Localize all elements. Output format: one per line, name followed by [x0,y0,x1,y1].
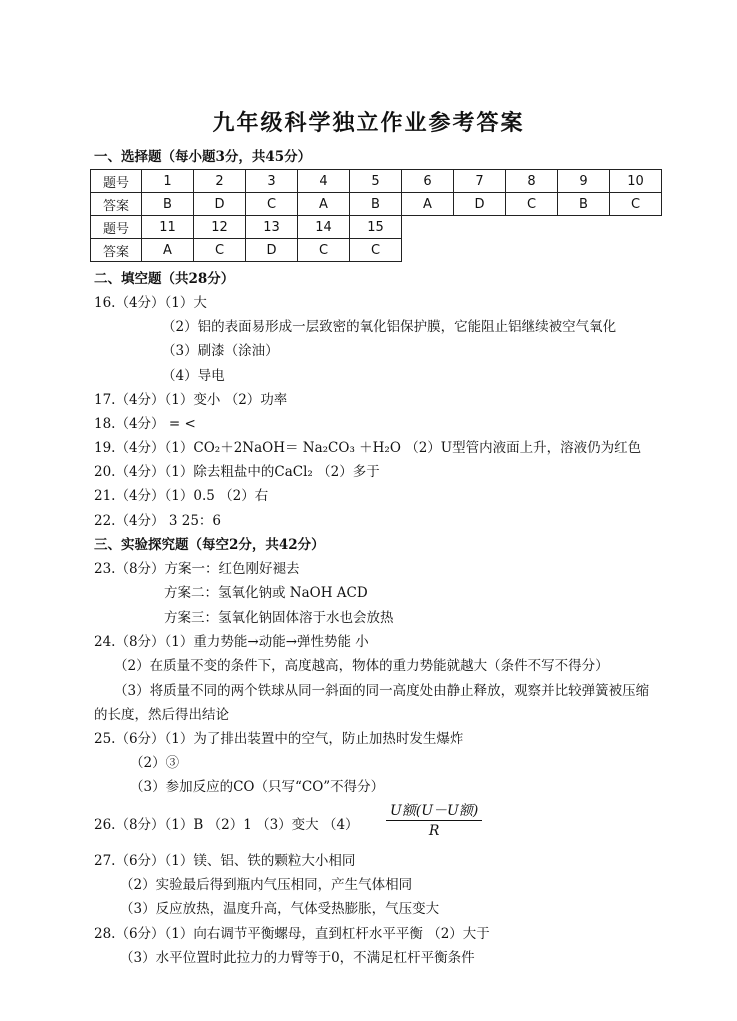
page-title: 九年级科学独立作业参考答案 [212,110,525,136]
answer-24-4: 的长度，然后得出结论 [94,707,229,723]
table-cell: D [194,193,246,216]
table-row [91,239,662,262]
table-cell: 5 [350,170,402,193]
answer-23-1: 23.（8分）方案一：红色刚好褪去 [94,561,300,577]
table-cell: 15 [350,216,402,239]
table-cell: A [142,239,194,262]
table-cell: C [298,239,350,262]
table-cell: D [246,239,298,262]
answer-24-2: （2）在质量不变的条件下，高度越高，物体的重力势能就越大（条件不写不得分） [114,658,609,674]
answer-18: 18.（4分） = < [94,416,196,432]
table-cell: 9 [558,170,610,193]
answer-16-2: （2）铝的表面易形成一层致密的氧化铝保护膜，它能阻止铝继续被空气氧化 [162,319,617,335]
table-cell: A [402,193,454,216]
answer-27-3: （3）反应放热，温度升高，气体受热膨胀，气压变大 [120,901,440,917]
answer-23-3: 方案三：氢氧化钠固体溶于水也会放热 [164,610,394,626]
answer-27-2: （2）实验最后得到瓶内气压相同，产生气体相同 [120,877,413,893]
table-cell: B [350,193,402,216]
answer-25-3: （3）参加反应的CO（只写“CO”不得分） [130,779,385,795]
answer-25-1: 25.（6分）（1）为了排出装置中的空气，防止加热时发生爆炸 [94,731,464,747]
table-cell: 1 [142,170,194,193]
table-cell: A [298,193,350,216]
answer-21: 21.（4分）（1）0.5 （2）右 [94,488,269,504]
table-cell: C [246,193,298,216]
table-cell: 8 [506,170,558,193]
table-cell: 14 [298,216,350,239]
table-cell: 2 [194,170,246,193]
answer-25-2: （2）③ [130,755,180,771]
table-row [91,170,662,193]
table-cell: 10 [610,170,662,193]
answer-table-1 [90,169,662,262]
answer-24-3: （3）将质量不同的两个铁球从同一斜面的同一高度处由静止释放，观察并比较弹簧被压缩 [114,683,650,699]
table-cell: B [558,193,610,216]
answer-22: 22.（4分） 3 25：6 [94,513,221,529]
answer-23-2: 方案二：氢氧化钠或 NaOH ACD [164,585,368,601]
section-experiment-heading: 三、实验探究题（每空2分，共42分） [94,537,325,553]
table-row [91,216,662,239]
answer-27-1: 27.（6分）（1）镁、铝、铁的颗粒大小相同 [94,853,356,869]
answer-24-1: 24.（8分）（1）重力势能→动能→弹性势能 小 [94,634,369,650]
answer-17: 17.（4分）（1）变小 （2）功率 [94,392,288,408]
answer-28-1: 28.（6分）（1）向右调节平衡螺母，直到杠杆水平平衡 （2）大于 [94,926,490,942]
answer-16-1: 16.（4分）（1）大 [94,295,207,311]
table-cell: 3 [246,170,298,193]
row-header: 答案 [91,239,142,262]
table-cell: B [142,193,194,216]
table-cell: C [506,193,558,216]
answer-26: 26.（8分）（1）B （2）1 （3）变大 （4） [94,817,359,833]
table-cell: C [194,239,246,262]
row-header: 答案 [91,193,142,216]
answer-20: 20.（4分）（1）除去粗盐中的CaCl₂ （2）多于 [94,464,380,480]
table-cell: 7 [454,170,506,193]
table-cell: 12 [194,216,246,239]
table-cell: 11 [142,216,194,239]
answer-19: 19.（4分）（1）CO₂＋2NaOH＝ Na₂CO₃ ＋H₂O （2）U型管内液面上升，溶液仍为红色 [94,440,642,456]
row-header: 题号 [91,170,142,193]
answer-28-2: （3）水平位置时此拉力的力臂等于0，不满足杠杆平衡条件 [120,950,475,966]
formula-denominator: R [428,823,440,839]
table-cell: C [350,239,402,262]
section-choice-heading: 一、选择题（每小题3分，共45分） [94,149,312,165]
table-cell: C [610,193,662,216]
section-fill-heading: 二、填空题（共28分） [94,271,235,287]
table-cell: 13 [246,216,298,239]
table-row [91,193,662,216]
row-header: 题号 [91,216,142,239]
answer-16-3: （3）刷漆（涂油） [162,343,279,359]
table-cell: D [454,193,506,216]
answer-16-4: （4）导电 [162,368,225,384]
table-cell: 6 [402,170,454,193]
formula-fraction [386,802,482,841]
table-cell: 4 [298,170,350,193]
formula-numerator: U额(U－U额) [386,802,482,821]
